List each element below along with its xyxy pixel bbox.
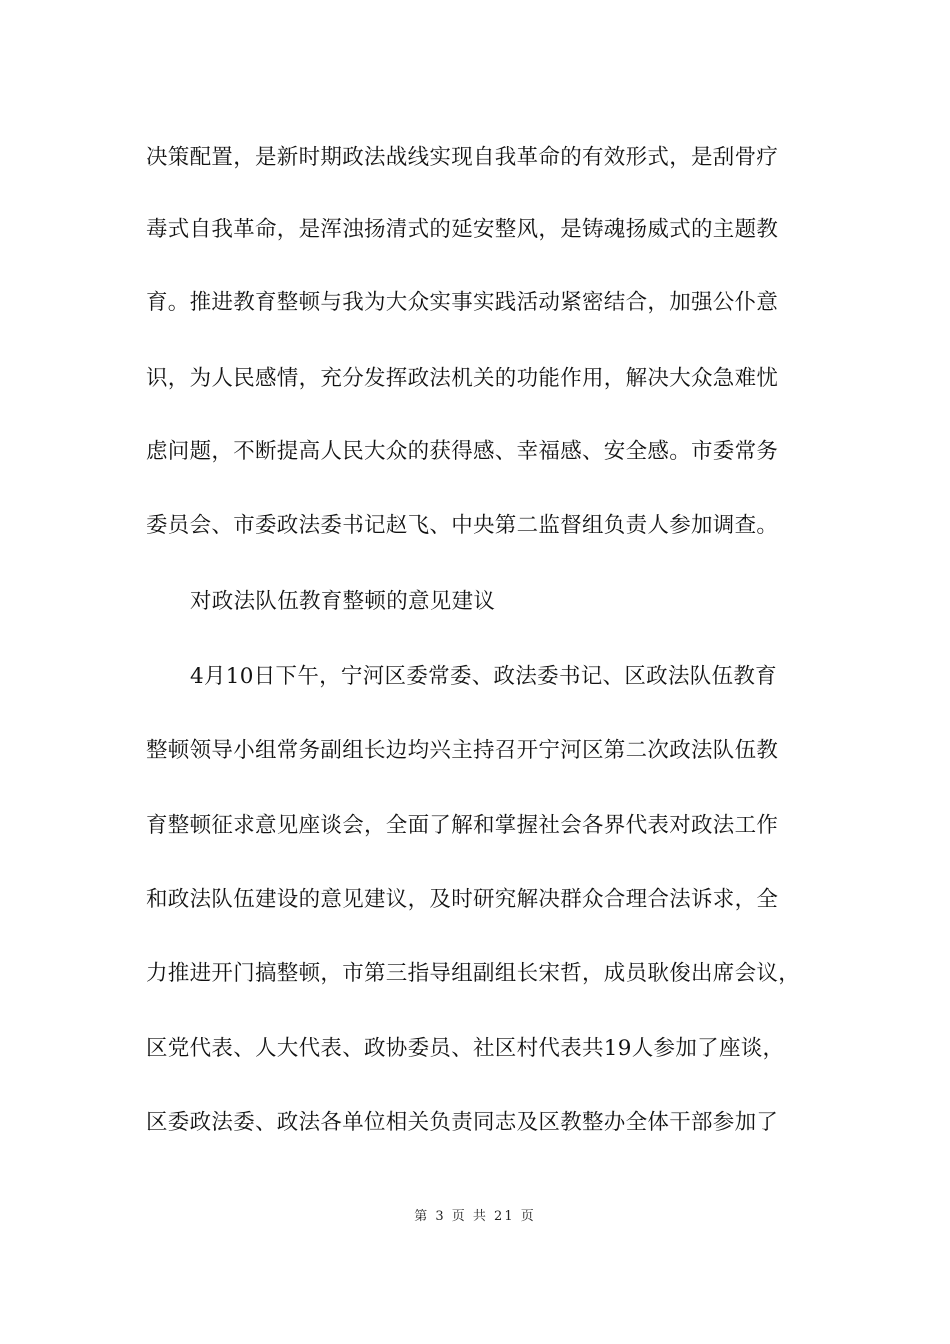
paragraph-line: 整顿领导小组常务副组长边均兴主持召开宁河区第二次政法队伍教 (146, 738, 779, 763)
paragraph-line: 育整顿征求意见座谈会，全面了解和掌握社会各界代表对政法工作 (146, 813, 779, 838)
paragraph-line: 识，为人民感情，充分发挥政法机关的功能作用，解决大众急难忧 (146, 366, 779, 391)
paragraph-line: 和政法队伍建设的意见建议，及时研究解决群众合理合法诉求，全 (146, 887, 779, 912)
paragraph-line: 4月10日下午，宁河区委常委、政法委书记、区政法队伍教育 (190, 664, 777, 689)
section-heading: 对政法队伍教育整顿的意见建议 (190, 589, 496, 614)
paragraph-line: 决策配置，是新时期政法战线实现自我革命的有效形式，是刮骨疗 (146, 145, 779, 170)
paragraph-line: 虑问题，不断提高人民大众的获得感、幸福感、安全感。市委常务 (146, 439, 779, 464)
page-number-footer: 第 3 页 共 21 页 (414, 1209, 536, 1224)
paragraph-line: 区党代表、人大代表、政协委员、社区村代表共19人参加了座谈， (146, 1036, 785, 1061)
paragraph-line: 委员会、市委政法委书记赵飞、中央第二监督组负责人参加调查。 (146, 513, 779, 538)
paragraph-line: 区委政法委、政法各单位相关负责同志及区教整办全体干部参加了 (146, 1110, 779, 1135)
paragraph-line: 力推进开门搞整顿，市第三指导组副组长宋哲，成员耿俊出席会议， (146, 961, 801, 986)
paragraph-line: 育。推进教育整顿与我为大众实事实践活动紧密结合，加强公仆意 (146, 290, 779, 315)
paragraph-line: 毒式自我革命，是浑浊扬清式的延安整风，是铸魂扬威式的主题教 (146, 217, 779, 242)
